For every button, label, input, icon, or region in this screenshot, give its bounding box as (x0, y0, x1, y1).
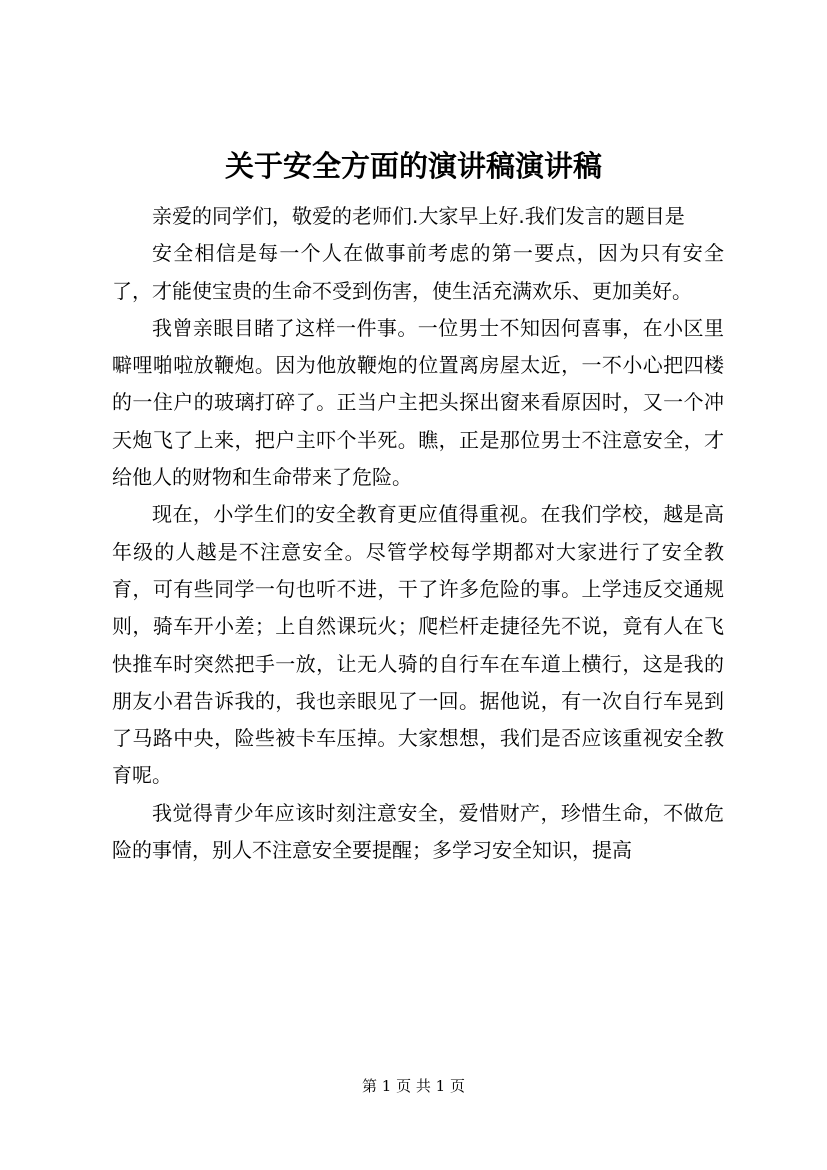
page-footer: 第 1 页 共 1 页 (362, 1077, 465, 1095)
paragraph: 安全相信是每一个人在做事前考虑的第一要点，因为只有安全了，才能使宝贵的生命不受到伤害，使生活充满欢乐、更加美好。 (112, 241, 724, 303)
paragraph: 亲爱的同学们，敬爱的老师们.大家早上好.我们发言的题目是 (152, 204, 685, 228)
document-title: 关于安全方面的演讲稿演讲稿 (224, 149, 602, 183)
paragraph: 我觉得青少年应该时刻注意安全，爱惜财产，珍惜生命，不做危险的事情，别人不注意安全要提醒；多学习安全知识，提高 (112, 800, 724, 863)
paragraph: 现在，小学生们的安全教育更应值得重视。在我们学校，越是高年级的人越是不注意安全。尽管学校每学期都对大家进行了安全教育，可有些同学一句也听不进，干了许多危险的事。上学违反交通规则，骑车开小差；上自然课玩火；爬栏杆走捷径先不说，竟有人在飞快推车时突然把手一放，让无人骑的自行车在车道上横行，这是我的朋友小君告诉我的，我也亲眼见了一回。据他说，有一次自行车晃到了马路中央，险些被卡车压掉。大家想想，我们是否应该重视安全教育呢。 (112, 502, 724, 788)
document-body (112, 198, 724, 869)
paragraph: 我曾亲眼目睹了这样一件事。一位男士不知因何喜事，在小区里噼哩啪啦放鞭炮。因为他放鞭炮的位置离房屋太近，一不小心把四楼的一住户的玻璃打碎了。正当户主把头探出窗来看原因时，又一个冲天炮飞了上来，把户主吓个半死。瞧，正是那位男士不注意安全，才给他人的财物和生命带来了危险。 (112, 315, 724, 490)
